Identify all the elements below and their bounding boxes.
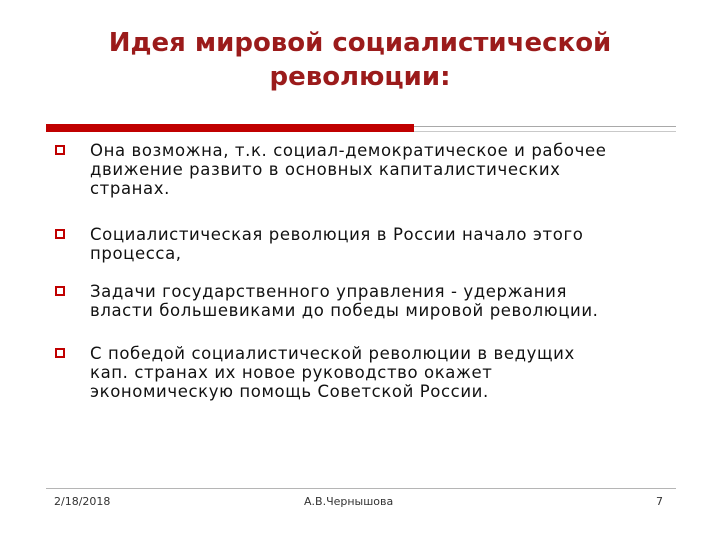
square-bullet-icon: [55, 145, 65, 155]
bullet-item: [52, 282, 682, 320]
slide-number: 7: [656, 495, 663, 508]
bullet-text-line: движение развито в основных капиталистических: [90, 160, 561, 179]
bullet-item: [52, 344, 682, 401]
bullet-text-line: Задачи государственного управления - удержания: [90, 282, 568, 301]
slide-title-line-1: Идея мировой социалистической: [108, 28, 612, 58]
footer-author: А.В.Чернышова: [304, 495, 394, 508]
bullet-item: [52, 225, 682, 263]
slide-title-line-2: революции:: [269, 62, 451, 92]
bullet-text-line: процесса,: [90, 244, 182, 263]
square-bullet-icon: [55, 348, 65, 358]
square-bullet-icon: [55, 286, 65, 296]
footer-divider: [46, 488, 676, 489]
bullet-text-line: странах.: [90, 179, 170, 198]
bullet-text-line: кап. странах их новое руководство окажет: [90, 363, 493, 382]
square-bullet-icon: [55, 229, 65, 239]
bullet-text-line: Она возможна, т.к. социал-демократическое и рабочее: [90, 141, 607, 160]
footer-date: 2/18/2018: [54, 495, 111, 508]
bullet-text-line: С победой социалистической революции в ведущих: [90, 344, 575, 363]
bullet-text-line: власти большевиками до победы мировой революции.: [90, 301, 599, 320]
bullet-item: [52, 141, 682, 198]
bullet-text-line: экономическую помощь Советской России.: [90, 382, 489, 401]
bullet-list: [52, 141, 682, 401]
bullet-text-line: Социалистическая революция в России начало этого: [90, 225, 584, 244]
title-divider-accent: [46, 124, 414, 132]
slide-title: [60, 26, 660, 94]
